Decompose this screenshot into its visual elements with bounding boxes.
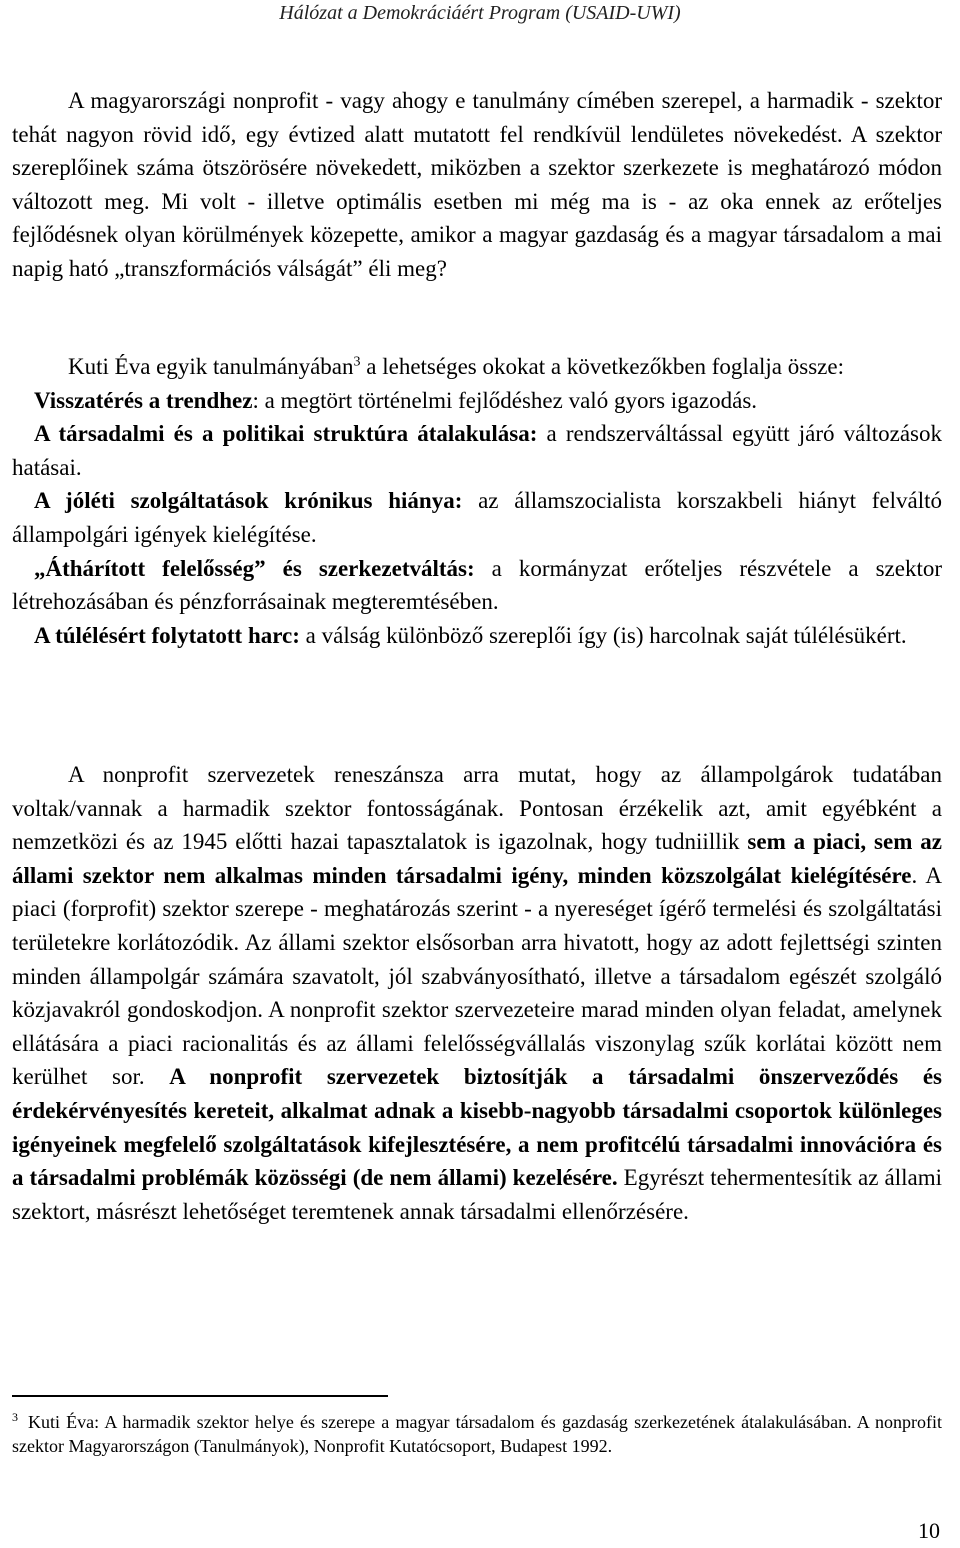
list-item	[12, 619, 942, 653]
list-item-title: „Áthárított felelősség” és szerkezetváltás:	[34, 555, 475, 581]
list-item	[12, 484, 942, 551]
list-item-text: a rendszerváltással együtt járó változások hatásai.	[12, 421, 942, 480]
page-number: 10	[918, 1518, 940, 1543]
running-header: Hálózat a Demokráciáért Program (USAID-UWI)	[279, 2, 681, 24]
list-item-text: a válság különböző szereplői így (is) harcolnak saját túlélésükért.	[299, 622, 907, 648]
list-item-text: a kormányzat erőteljes részvétele a szektor létrehozásában és pénzforrásainak megteremtésében.	[12, 555, 942, 615]
kuti-intro-text: Kuti Éva egyik tanulmányában	[68, 354, 354, 379]
list-item-text: : a megtört történelmi fejlődéshez való gyors igazodás.	[252, 387, 758, 413]
paragraph-nonprofit-renaissance	[12, 758, 942, 1228]
footnote-mark: 3	[12, 1410, 18, 1424]
footnote-text: Kuti Éva: A harmadik szektor helye és szerepe a magyar társadalom és gazdaság szerkezetének átalakulásában. A nonprofit szektor Magyarországon (Tanulmányok), Nonprofit Kutatócsoport, Budapest 1992.	[12, 1412, 942, 1456]
list-item-title: A jóléti szolgáltatások krónikus hiánya:	[34, 488, 463, 514]
footnote	[12, 1410, 942, 1458]
paragraph-kuti-reasons	[12, 350, 942, 652]
list-item	[12, 384, 942, 418]
p3-bold-2: A nonprofit szervezetek biztosítják a társadalmi önszerveződés és érdekérvényesítés kereteit, alkalmat adnak a kisebb-nagyobb társadalmi csoportok különleges igényeinek megfelelő szolgáltatások kifejlesztésére, a nem profitcélú társadalmi innovációra és a társadalmi problémák közösségi (de nem állami) kezelésére.	[12, 1064, 942, 1191]
p3-text-2: . A piaci (forprofit) szektor szerepe - meghatározás szerint - a nyereséget ígérő termelési és szolgáltatási területekre korlátozódik. Az állami szektor elsősorban arra hivatott, hogy az adott fejlettségi szinten minden állampolgár számára szavatolt, jól szabványosítható, illetve a társadalom egészét szolgáló közjavakról gondoskodjon. A nonprofit szektor szervezeteire marad minden olyan feladat, amelynek ellátására a piaci racionalitás és az állami felelősségvállalás viszonylag szűk korlátai között nem kerülhet sor.	[12, 862, 942, 1090]
list-item-title: A társadalmi és a politikai struktúra átalakulása:	[34, 421, 538, 447]
footnote-divider	[12, 1395, 388, 1397]
list-item-title: A túlélésért folytatott harc:	[34, 622, 300, 648]
paragraph-kuti-intro	[12, 350, 942, 384]
reasons-list	[12, 384, 942, 653]
p3-text-3: Egyrészt tehermentesítik az állami szektort, másrészt lehetőséget teremtenek annak társadalmi ellenőrzésére.	[12, 1165, 942, 1224]
list-item	[12, 417, 942, 484]
list-item-title: Visszatérés a trendhez	[34, 387, 253, 413]
p3-text-1: A nonprofit szervezetek reneszánsza arra mutat, hogy az állampolgárok tudatában voltak/vannak a harmadik szektor fontosságának. Pontosan érzékelik azt, amit egyébként a nemzetközi és az 1945 előtti hazai tapasztalatok is igazolnak, hogy tudniillik	[12, 762, 942, 855]
footnote-reference[interactable]: 3	[353, 354, 361, 370]
list-item-text: az államszocialista korszakbeli hiányt felváltó állampolgári igények kielégítése.	[12, 488, 942, 547]
p3-bold-1: sem a piaci, sem az állami szektor nem alkalmas minden társadalmi igény, minden közszolgálat kielégítésére	[12, 829, 942, 888]
paragraph-intro: A magyarországi nonprofit - vagy ahogy e tanulmány címében szerepel, a harmadik - szektor tehát nagyon rövid idő, egy évtized alatt mutatott fel rendkívül lendületes növekedést. A szektor szereplőinek száma ötszörösére növekedett, miközben a szektor szerkezete is meghatározó módon változott meg. Mi volt - illetve optimális esetben mi még ma is - az oka ennek az erőteljes fejlődésnek olyan körülmények közepette, amikor a magyar gazdaság és a magyar társadalom a mai napig ható „transzformációs válságát” éli meg?	[12, 88, 942, 281]
kuti-intro-text-cont: a lehetséges okokat a következőkben foglalja össze:	[360, 354, 844, 379]
list-item	[12, 552, 942, 619]
